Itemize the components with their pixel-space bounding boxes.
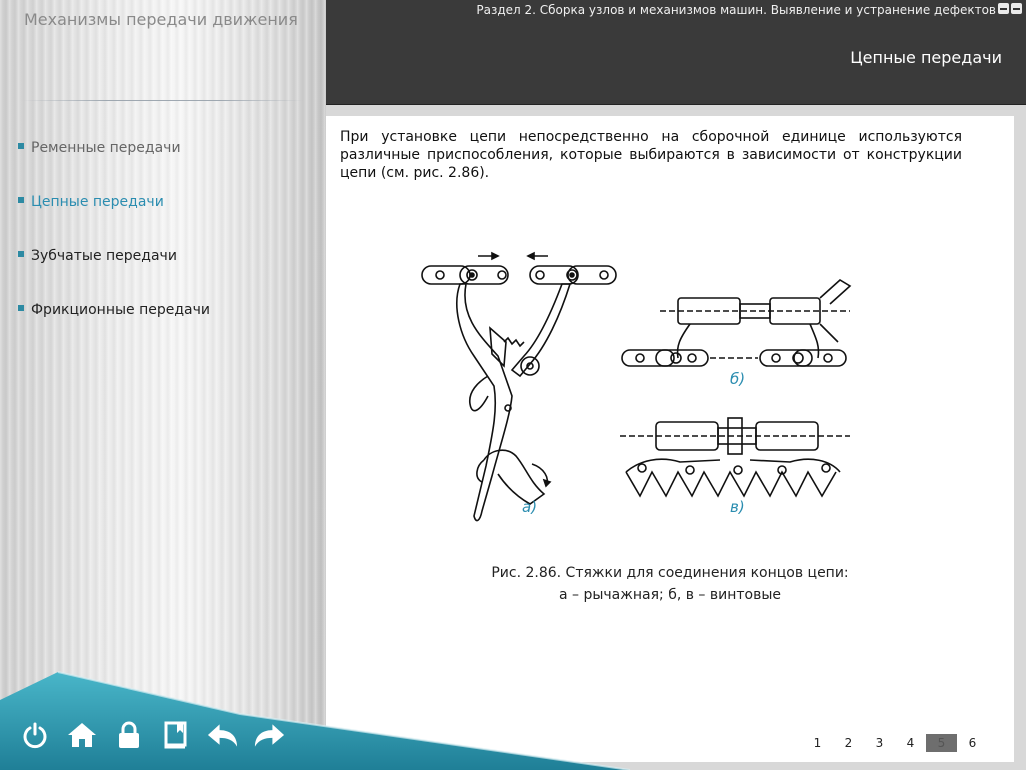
sidebar-item-gear[interactable] (18, 247, 210, 265)
book-icon (163, 721, 189, 749)
minimize-icon[interactable] (998, 3, 1009, 14)
caption-line-2: а – рычажная; б, в – винтовые (558, 587, 782, 603)
sidebar-item-label: Зубчатые передачи (31, 248, 177, 264)
page-link[interactable]: 1 (813, 736, 822, 750)
contents-button[interactable] (159, 718, 192, 751)
screw-tensioner-c (620, 418, 850, 496)
page-title: Цепные передачи (850, 48, 1002, 67)
bullet-icon (18, 197, 24, 203)
sidebar (0, 0, 326, 770)
lock-icon (117, 720, 141, 750)
header (326, 0, 1026, 105)
screw-tensioner-b (622, 280, 850, 366)
figure-label-b: б) (730, 370, 746, 388)
section-title: Раздел 2. Сборка узлов и механизмов машин. Выявление и устранение дефектов (476, 3, 996, 17)
forward-button[interactable] (253, 718, 286, 751)
sidebar-menu (18, 139, 210, 355)
figure-caption (326, 562, 1014, 606)
pagination (802, 734, 988, 752)
page-link[interactable]: 4 (906, 736, 915, 750)
sidebar-item-chain[interactable] (18, 193, 210, 211)
power-button[interactable] (18, 718, 51, 751)
bullet-icon (18, 143, 24, 149)
toolbar (18, 718, 300, 751)
sidebar-item-friction[interactable] (18, 301, 210, 319)
chain-tensioner-drawing (420, 246, 860, 536)
sidebar-item-label: Цепные передачи (31, 194, 164, 210)
back-button[interactable] (206, 718, 239, 751)
sidebar-item-label: Фрикционные передачи (31, 302, 211, 318)
intro-text: При установке цепи непосредственно на сборочной единице используются различные приспособления, которые выбираются в зависимости от конструкции цепи (см. рис. 2.86). (340, 129, 962, 181)
lever-chain-links (422, 253, 616, 284)
page-link[interactable]: 6 (968, 736, 977, 750)
figure-label-c: в) (730, 498, 745, 516)
sidebar-item-belt[interactable] (18, 139, 210, 157)
lock-button[interactable] (112, 718, 145, 751)
page-link[interactable]: 3 (875, 736, 884, 750)
sidebar-divider (22, 100, 304, 101)
forward-icon (253, 721, 286, 749)
bottom-band (0, 664, 640, 770)
home-button[interactable] (65, 718, 98, 751)
caption-line-1: Рис. 2.86. Стяжки для соединения концов цепи: (491, 565, 849, 581)
bullet-icon (18, 251, 24, 257)
sidebar-title: Механизмы передачи движения (24, 10, 298, 29)
close-icon[interactable] (1011, 3, 1022, 14)
back-icon (206, 721, 239, 749)
bullet-icon (18, 305, 24, 311)
home-icon (67, 721, 97, 749)
figure-2-86 (420, 246, 860, 536)
figure-label-a: а) (522, 498, 538, 516)
sidebar-item-label: Ременные передачи (31, 140, 181, 156)
page-link-current[interactable]: 5 (926, 734, 957, 752)
power-icon (21, 721, 49, 749)
page-link[interactable]: 2 (844, 736, 853, 750)
